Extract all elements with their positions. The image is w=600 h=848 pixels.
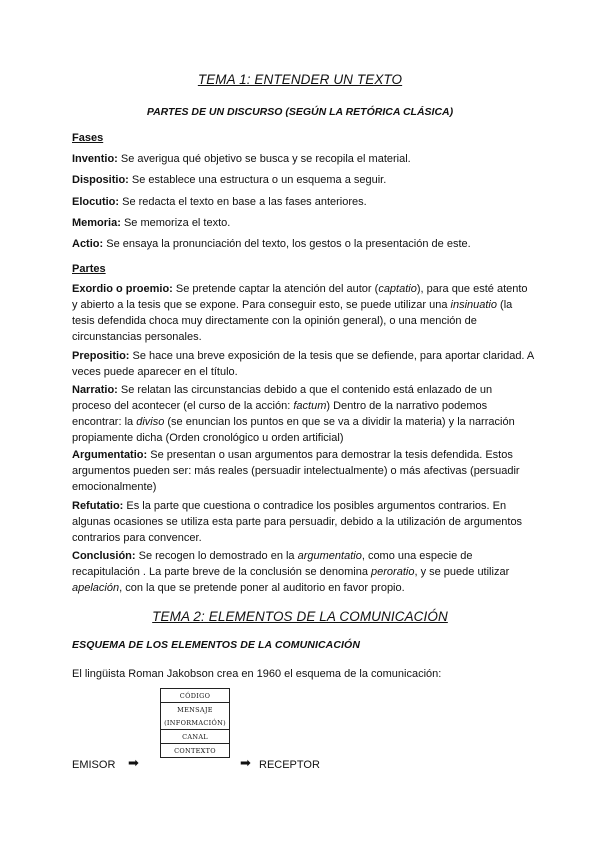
text: Se pretende captar la atención del autor ( <box>172 283 379 295</box>
term: Exordio o proemio: <box>72 283 173 295</box>
latin-term: peroratio <box>371 566 415 578</box>
parte-propositio <box>72 348 534 380</box>
latin-term: insinuatio <box>450 299 497 311</box>
definition: Se establece una estructura o un esquema a seguir. <box>128 174 387 186</box>
term: Narratio: <box>72 384 118 396</box>
diagram-contexto: CONTEXTO <box>161 744 230 758</box>
diagram-canal: CANAL <box>161 730 230 744</box>
parte-argumentatio <box>72 447 534 495</box>
tema1-subtitle: PARTES DE UN DISCURSO (SEGÚN LA RETÓRICA CLÁSICA) <box>146 106 454 118</box>
tema2-intro: El lingüista Roman Jakobson crea en 1960 el esquema de la comunicación: <box>72 668 442 680</box>
parte-narratio <box>72 382 534 446</box>
parte-exordio <box>72 281 534 345</box>
definition: Se memoriza el texto. <box>120 217 231 229</box>
text: Se recogen lo demostrado en la <box>135 550 298 562</box>
definition: Se averigua qué objetivo se busca y se recopila el material. <box>117 153 411 165</box>
text: ), para que esté atento y abierto a la tesis que se expone. Para conseguir esto, se puede utilizar una <box>72 283 528 311</box>
fase-elocutio <box>72 194 534 210</box>
fase-memoria <box>72 215 534 231</box>
term: Conclusión: <box>72 550 136 562</box>
text: ) Dentro de la narrativo podemos encontrar: la <box>72 400 488 428</box>
text: (la tesis defendida choca muy directamente con la opinión general), o una mención de circunstancias personales. <box>72 299 513 343</box>
latin-term: captatio <box>378 283 417 295</box>
fases-heading: Fases <box>72 132 104 144</box>
term: Inventio: <box>72 153 118 165</box>
term: Actio: <box>72 238 104 250</box>
arrow-right-icon: ➡ <box>128 755 139 770</box>
fase-inventio <box>72 151 534 167</box>
parte-refutatio <box>72 498 534 546</box>
text: Se relatan las circunstancias debido a que el contenido está enlazado de un proceso del acontecer (el curso de la acción: <box>72 384 493 412</box>
text: Es la parte que cuestiona o contradice los posibles argumentos contrarios. En algunas ocasiones se utiliza esta parte para persuadir, debido a la utilización de argumentos contrarios para convencer. <box>72 500 523 544</box>
definition: Se ensaya la pronunciación del texto, los gestos o la presentación de este. <box>103 238 471 250</box>
text: , como una especie de recapitulación . La parte breve de la conclusión se denomina <box>72 550 473 578</box>
latin-term: apelación <box>72 582 120 594</box>
term: Refutatio: <box>72 500 124 512</box>
text: Se presentan o usan argumentos para demostrar la tesis defendida. Estos argumentos pueden ser: más reales (persuadir intelectualmente) o más afectivas (persuadir emocionalmente) <box>72 449 520 493</box>
latin-term: factum <box>293 400 327 412</box>
term: Dispositio: <box>72 174 129 186</box>
term: Memoria: <box>72 217 121 229</box>
arrow-right-icon: ➡ <box>240 755 251 770</box>
jakobson-diagram <box>160 688 230 758</box>
emisor-label: EMISOR <box>72 759 116 771</box>
latin-term: diviso <box>136 416 165 428</box>
text: (se enuncian los puntos en que se va a dividir la materia) y la narración propiamente dicha (Orden cronológico u orden artificial) <box>72 416 515 444</box>
diagram-mensaje: MENSAJE <box>161 703 230 717</box>
fase-dispositio <box>72 172 534 188</box>
text: , y se puede utilizar <box>414 566 510 578</box>
parte-conclusion <box>72 548 534 596</box>
diagram-codigo: CÓDIGO <box>161 689 230 703</box>
text: Se hace una breve exposición de la tesis que se defiende, para aportar claridad. A veces puede aparecer en el título. <box>72 350 534 378</box>
diagram-informacion: (INFORMACIÓN) <box>161 716 230 730</box>
latin-term: argumentatio <box>297 550 362 562</box>
term: Argumentatio: <box>72 449 148 461</box>
fase-actio <box>72 236 534 252</box>
tema2-subtitle: ESQUEMA DE LOS ELEMENTOS DE LA COMUNICACIÓN <box>72 639 361 651</box>
term: Prepositio: <box>72 350 130 362</box>
tema1-title: TEMA 1: ENTENDER UN TEXTO <box>197 72 403 87</box>
term: Elocutio: <box>72 196 120 208</box>
tema2-title: TEMA 2: ELEMENTOS DE LA COMUNICACIÓN <box>152 609 448 624</box>
text: , con la que se pretende poner al auditorio en favor propio. <box>119 582 405 594</box>
receptor-label: RECEPTOR <box>259 759 320 771</box>
partes-heading: Partes <box>72 263 106 275</box>
definition: Se redacta el texto en base a las fases anteriores. <box>119 196 367 208</box>
